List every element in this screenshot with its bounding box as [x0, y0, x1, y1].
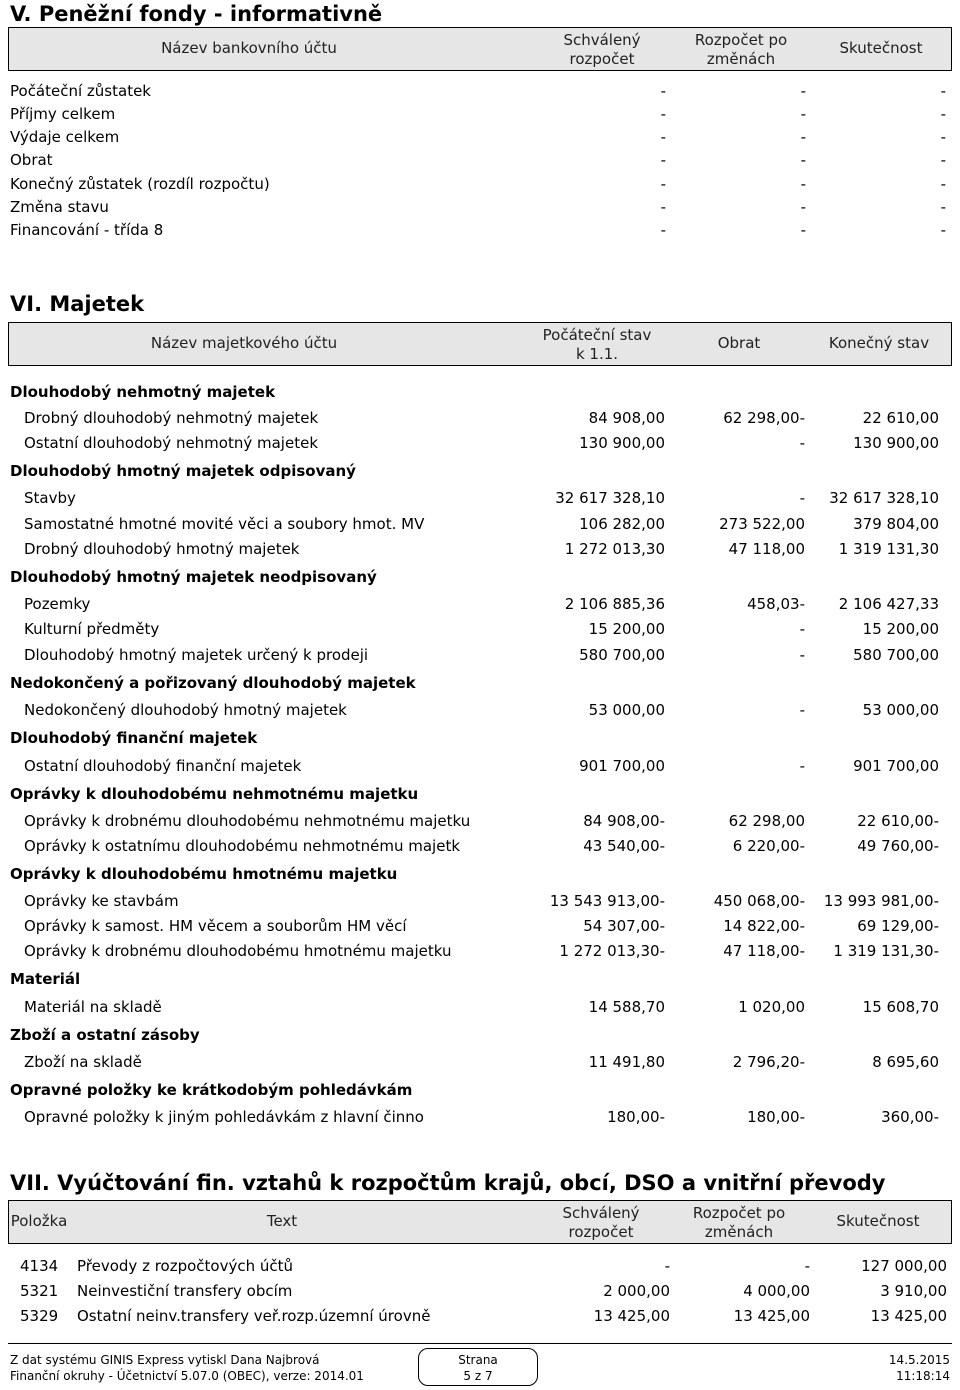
- row-label: Stavby: [24, 489, 76, 507]
- row-end: 53 000,00: [862, 701, 939, 719]
- row-start: 580 700,00: [579, 646, 665, 664]
- row-start: 32 617 328,10: [555, 489, 665, 507]
- row-approved: -: [660, 105, 666, 123]
- footer-date: 14.5.2015: [888, 1353, 950, 1367]
- row-label: Oprávky k drobnému dlouhodobému nehmotnému majetku: [24, 812, 471, 830]
- row-label: Financování - třída 8: [10, 221, 164, 239]
- row-label: Ostatní dlouhodobý nehmotný majetek: [24, 434, 319, 452]
- row-end: 22 610,00-: [857, 812, 939, 830]
- row-turnover: 47 118,00-: [723, 942, 805, 960]
- row-end: 15 608,70: [862, 998, 939, 1016]
- row-label: Materiál na skladě: [24, 998, 162, 1016]
- row-end: 2 106 427,33: [838, 595, 939, 613]
- row-end: 360,00-: [881, 1108, 939, 1126]
- row-approved: -: [660, 175, 666, 193]
- row-turnover: 180,00-: [747, 1108, 805, 1126]
- row-end: 379 804,00: [853, 515, 939, 533]
- header-actual: Skutečnost: [836, 1212, 920, 1230]
- section-vi-header: [8, 322, 952, 366]
- row-label: Drobný dlouhodobý hmotný majetek: [24, 540, 300, 558]
- header-approved: Schválený rozpočet: [562, 1204, 640, 1241]
- row-label: Kulturní předměty: [24, 620, 160, 638]
- row-approved: -: [660, 221, 666, 239]
- row-turnover: -: [799, 646, 805, 664]
- row-label: Nedokončený dlouhodobý hmotný majetek: [24, 701, 347, 719]
- row-end: 49 760,00-: [857, 837, 939, 855]
- header-turnover: Obrat: [717, 334, 761, 352]
- group-title: Dlouhodobý hmotný majetek odpisovaný: [10, 462, 356, 480]
- row-turnover: -: [799, 620, 805, 638]
- row-turnover: 62 298,00-: [723, 409, 805, 427]
- section-v-header: [8, 27, 952, 71]
- row-turnover: -: [799, 701, 805, 719]
- group-title: Nedokončený a pořizovaný dlouhodobý majetek: [10, 674, 416, 692]
- row-end: 22 610,00: [862, 409, 939, 427]
- row-actual: 127 000,00: [861, 1257, 947, 1275]
- page-number: 5 z 7: [463, 1369, 493, 1383]
- row-turnover: 450 068,00-: [713, 892, 805, 910]
- row-item: 5321: [20, 1282, 59, 1300]
- row-turnover: 6 220,00-: [732, 837, 805, 855]
- row-text: Ostatní neinv.transfery veř.rozp.územní úrovně: [77, 1307, 431, 1325]
- header-after-changes: Rozpočet po změnách: [694, 31, 788, 68]
- header-item: Položka: [10, 1212, 68, 1230]
- row-actual: -: [940, 198, 946, 216]
- row-start: 43 540,00-: [583, 837, 665, 855]
- row-start: 180,00-: [607, 1108, 665, 1126]
- row-turnover: 2 796,20-: [732, 1053, 805, 1071]
- row-label: Příjmy celkem: [10, 105, 116, 123]
- row-turnover: 458,03-: [747, 595, 805, 613]
- row-label: Dlouhodobý hmotný majetek určený k prodeji: [24, 646, 369, 664]
- row-start: 14 588,70: [588, 998, 665, 1016]
- row-end: 32 617 328,10: [829, 489, 939, 507]
- row-label: Ostatní dlouhodobý finanční majetek: [24, 757, 302, 775]
- row-actual: -: [940, 175, 946, 193]
- header-start-state: Počáteční stav k 1.1.: [542, 326, 652, 363]
- header-actual: Skutečnost: [839, 39, 923, 57]
- row-approved: 2 000,00: [603, 1282, 670, 1300]
- section-v-title: V. Peněžní fondy - informativně: [10, 2, 383, 26]
- row-turnover: 62 298,00: [728, 812, 805, 830]
- row-after: -: [800, 198, 806, 216]
- row-end: 130 900,00: [853, 434, 939, 452]
- section-vii-header: [8, 1200, 952, 1244]
- group-title: Dlouhodobý finanční majetek: [10, 729, 258, 747]
- header-after-changes: Rozpočet po změnách: [692, 1204, 786, 1241]
- row-after: -: [800, 105, 806, 123]
- header-end-state: Konečný stav: [828, 334, 930, 352]
- footer-system-info: Finanční okruhy - Účetnictví 5.07.0 (OBEC), verze: 2014.01: [10, 1369, 364, 1383]
- row-label: Drobný dlouhodobý nehmotný majetek: [24, 409, 319, 427]
- row-start: 11 491,80: [588, 1053, 665, 1071]
- row-end: 69 129,00-: [857, 917, 939, 935]
- row-item: 4134: [20, 1257, 59, 1275]
- row-text: Převody z rozpočtových účtů: [77, 1257, 294, 1275]
- row-label: Oprávky ke stavbám: [24, 892, 179, 910]
- row-after: 4 000,00: [743, 1282, 810, 1300]
- row-end: 13 993 981,00-: [823, 892, 939, 910]
- group-title: Oprávky k dlouhodobému hmotnému majetku: [10, 865, 398, 883]
- row-after: -: [800, 221, 806, 239]
- footer-divider: [8, 1343, 952, 1344]
- row-approved: -: [660, 151, 666, 169]
- row-after: 13 425,00: [733, 1307, 810, 1325]
- row-turnover: 1 020,00: [738, 998, 805, 1016]
- group-title: Materiál: [10, 970, 81, 988]
- page-number-box: [418, 1348, 538, 1386]
- row-start: 84 908,00: [588, 409, 665, 427]
- row-approved: -: [660, 198, 666, 216]
- row-label: Konečný zůstatek (rozdíl rozpočtu): [10, 175, 270, 193]
- group-title: Zboží a ostatní zásoby: [10, 1026, 200, 1044]
- row-start: 106 282,00: [579, 515, 665, 533]
- row-text: Neinvestiční transfery obcím: [77, 1282, 293, 1300]
- header-approved: Schválený rozpočet: [563, 31, 641, 68]
- row-end: 8 695,60: [872, 1053, 939, 1071]
- row-start: 130 900,00: [579, 434, 665, 452]
- row-approved: 13 425,00: [593, 1307, 670, 1325]
- row-label: Opravné položky k jiným pohledávkám z hlavní činno: [24, 1108, 424, 1126]
- row-approved: -: [664, 1257, 670, 1275]
- group-title: Oprávky k dlouhodobému nehmotnému majetku: [10, 785, 419, 803]
- footer-time: 11:18:14: [896, 1369, 950, 1383]
- row-after: -: [800, 82, 806, 100]
- row-start: 84 908,00-: [583, 812, 665, 830]
- row-item: 5329: [20, 1307, 59, 1325]
- header-asset-account-name: Název majetkového účtu: [150, 334, 338, 352]
- row-label: Obrat: [10, 151, 53, 169]
- row-end: 901 700,00: [853, 757, 939, 775]
- row-label: Oprávky k ostatnímu dlouhodobému nehmotnému majetk: [24, 837, 461, 855]
- row-label: Pozemky: [24, 595, 91, 613]
- row-label: Oprávky k samost. HM věcem a souborům HM věcí: [24, 917, 407, 935]
- row-actual: -: [940, 105, 946, 123]
- row-actual: -: [940, 151, 946, 169]
- row-label: Změna stavu: [10, 198, 109, 216]
- row-actual: -: [940, 128, 946, 146]
- row-start: 53 000,00: [588, 701, 665, 719]
- row-start: 901 700,00: [579, 757, 665, 775]
- footer-printed-by: Z dat systému GINIS Express vytiskl Dana Najbrová: [10, 1353, 320, 1367]
- row-actual: -: [940, 221, 946, 239]
- row-approved: -: [660, 82, 666, 100]
- row-end: 1 319 131,30-: [833, 942, 939, 960]
- row-actual: -: [940, 82, 946, 100]
- row-label: Počáteční zůstatek: [10, 82, 151, 100]
- row-start: 2 106 885,36: [564, 595, 665, 613]
- row-after: -: [804, 1257, 810, 1275]
- row-after: -: [800, 151, 806, 169]
- row-actual: 3 910,00: [880, 1282, 947, 1300]
- group-title: Opravné položky ke krátkodobým pohledávkám: [10, 1081, 413, 1099]
- row-start: 1 272 013,30: [564, 540, 665, 558]
- row-approved: -: [660, 128, 666, 146]
- row-turnover: -: [799, 434, 805, 452]
- row-actual: 13 425,00: [870, 1307, 947, 1325]
- row-end: 1 319 131,30: [838, 540, 939, 558]
- row-end: 580 700,00: [853, 646, 939, 664]
- section-vii-title: VII. Vyúčtování fin. vztahů k rozpočtům krajů, obcí, DSO a vnitřní převody: [10, 1171, 886, 1195]
- group-title: Dlouhodobý nehmotný majetek: [10, 383, 276, 401]
- row-turnover: -: [799, 757, 805, 775]
- row-end: 15 200,00: [862, 620, 939, 638]
- row-after: -: [800, 175, 806, 193]
- row-turnover: 47 118,00: [728, 540, 805, 558]
- row-label: Zboží na skladě: [24, 1053, 142, 1071]
- row-label: Samostatné hmotné movité věci a soubory hmot. MV: [24, 515, 425, 533]
- row-label: Oprávky k drobnému dlouhodobému hmotnému majetku: [24, 942, 452, 960]
- row-label: Výdaje celkem: [10, 128, 120, 146]
- row-after: -: [800, 128, 806, 146]
- header-text: Text: [266, 1212, 298, 1230]
- row-start: 15 200,00: [588, 620, 665, 638]
- row-start: 54 307,00-: [583, 917, 665, 935]
- row-start: 13 543 913,00-: [549, 892, 665, 910]
- row-turnover: 273 522,00: [719, 515, 805, 533]
- section-vi-title: VI. Majetek: [10, 292, 145, 316]
- row-turnover: -: [799, 489, 805, 507]
- row-turnover: 14 822,00-: [723, 917, 805, 935]
- group-title: Dlouhodobý hmotný majetek neodpisovaný: [10, 568, 377, 586]
- header-account-name: Název bankovního účtu: [161, 39, 337, 57]
- page-label: Strana: [458, 1353, 498, 1367]
- row-start: 1 272 013,30-: [559, 942, 665, 960]
